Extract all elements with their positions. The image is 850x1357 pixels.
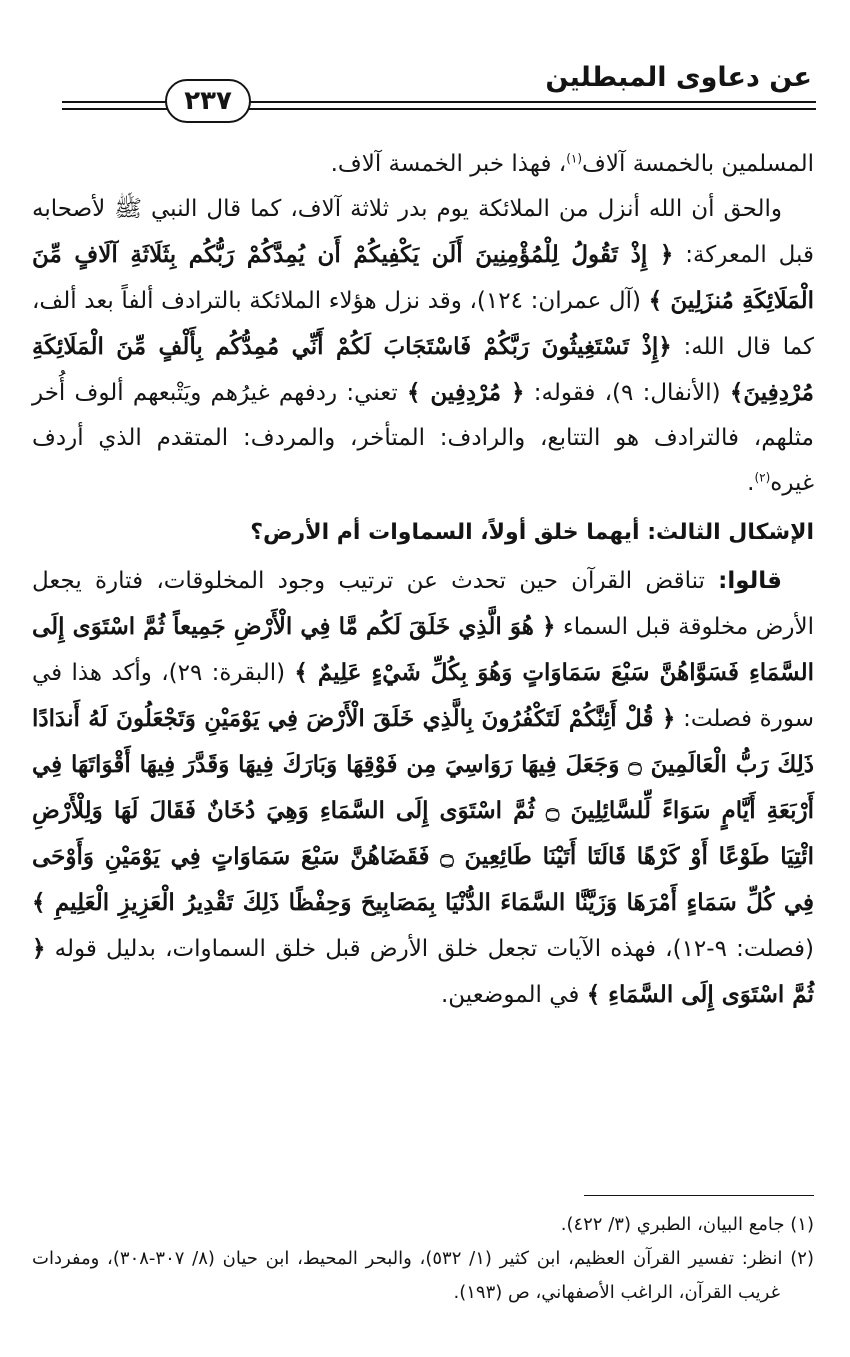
text-run: (فصلت: ٩-١٢)، فهذه الآيات تجعل خلق الأرض قبل خلق السماوات، بدليل قوله	[45, 936, 814, 962]
text-run: (آل عمران: ١٢٤)، وقد نزل هؤلاء الملائكة بالترادف ألفاً بعد ألف، كما قال الله:	[32, 288, 814, 360]
page-number-badge: ٢٣٧	[165, 79, 251, 123]
text-run: والحق أن الله أنزل من الملائكة يوم بدر ثلاثة آلاف، كما قال النبي ﷺ لأصحابه قبل المعركة:	[32, 196, 814, 268]
quran-verse: ﴿ إِذْ تَقُولُ لِلْمُؤْمِنِينَ أَلَن يَكْفِيكُمْ أَن يُمِدَّكُمْ رَبُّكُم بِثَلَاثَةِ آلَافٍ مِّنَ الْمَلَائِكَةِ مُنزَلِينَ ﴾	[32, 241, 814, 314]
paragraph-1	[32, 142, 814, 187]
text-run: (الأنفال: ٩)، فقوله:	[524, 380, 730, 406]
text-run: تعني: ردفهم غيرُهم ويَتْبعهم ألوف أُخر مثلهم، فالترادف هو التتابع، والرادف: المتأخر، والمردف: المتقدم الذي أردف غيره	[32, 380, 814, 496]
text-run: .	[747, 470, 755, 496]
paragraph-2	[32, 187, 814, 506]
footnote-2: (٢) انظر: تفسير القرآن العظيم، ابن كثير (١/ ٥٣٢)، والبحر المحيط، ابن حيان (٨/ ٣٠٧-٣٠٨)، ومفردات غريب القرآن، الراغب الأصفهاني، ص (١٩٣).	[32, 1248, 814, 1303]
footnotes	[32, 1208, 814, 1310]
text-run: في الموضعين.	[440, 982, 587, 1008]
quran-verse: ﴿ ثُمَّ اسْتَوَى إِلَى السَّمَاءِ ﴾	[32, 935, 814, 1008]
text-run: المسلمين بالخمسة آلاف	[582, 151, 814, 177]
footnote-ref-2[interactable]: (٢)	[754, 470, 771, 485]
quran-verse: ﴿ هُوَ الَّذِي خَلَقَ لَكُم مَّا فِي الْأَرْضِ جَمِيعاً ثُمَّ اسْتَوَى إِلَى السَّمَاءِ فَسَوَّاهُنَّ سَبْعَ سَمَاوَاتٍ وَهُوَ بِكُلِّ شَيْءٍ عَلِيمٌ ﴾	[32, 613, 815, 686]
section-subheading: الإشكال الثالث: أيهما خلق أولاً، السماوات أم الأرض؟	[250, 520, 814, 545]
paragraph-3	[32, 559, 814, 1018]
text-run: (البقرة: ٢٩)، وأكد هذا في سورة فصلت:	[32, 660, 814, 732]
lead-word: قالوا:	[718, 568, 782, 594]
footnote-ref-1[interactable]: (١)	[566, 151, 583, 166]
footnote-separator	[584, 1195, 814, 1196]
text-run: تناقض القرآن حين تحدث عن ترتيب وجود المخلوقات، فتارة يجعل الأرض مخلوقة قبل السماء	[32, 568, 814, 640]
main-text	[32, 142, 814, 1018]
quran-verse: ﴿إِذْ تَسْتَغِيثُونَ رَبَّكُمْ فَاسْتَجَابَ لَكُمْ أَنِّي مُمِدُّكُم بِأَلْفٍ مِّنَ الْمَلَائِكَةِ مُرْدِفِينَ﴾	[32, 333, 814, 406]
quran-verse: ﴿ قُلْ أَئِنَّكُمْ لَتَكْفُرُونَ بِالَّذِي خَلَقَ الْأَرْضَ فِي يَوْمَيْنِ وَتَجْعَلُونَ لَهُ أَندَادًا ذَلِكَ رَبُّ الْعَالَمِينَ ۝ وَجَعَلَ فِيهَا رَوَاسِيَ مِن فَوْقِهَا وَبَارَكَ فِيهَا وَقَدَّرَ فِيهَا أَقْوَاتَهَا فِي أَرْبَعَةِ أَيَّامٍ سَوَاءً لِّلسَّائِلِينَ ۝ ثُمَّ اسْتَوَى إِلَى السَّمَاءِ وَهِيَ دُخَانٌ فَقَالَ لَهَا وَلِلْأَرْضِ ائْتِيَا طَوْعًا أَوْ كَرْهًا قَالَتَا أَتَيْنَا طَائِعِينَ ۝ فَقَضَاهُنَّ سَبْعَ سَمَاوَاتٍ فِي يَوْمَيْنِ وَأَوْحَى فِي كُلِّ سَمَاءٍ أَمْرَهَا وَزَيَّنَّا السَّمَاءَ الدُّنْيَا بِمَصَابِيحَ وَحِفْظًا ذَلِكَ تَقْدِيرُ الْعَزِيزِ الْعَلِيمِ ﴾	[32, 705, 814, 916]
quran-verse: ﴿ مُرْدِفِين ﴾	[406, 379, 525, 406]
footnote-1: (١) جامع البيان، الطبري (٣/ ٤٢٢).	[560, 1214, 814, 1235]
running-header-title: عن دعاوى المبطلين	[545, 62, 812, 93]
text-run: ، فهذا خبر الخمسة آلاف.	[330, 151, 567, 177]
